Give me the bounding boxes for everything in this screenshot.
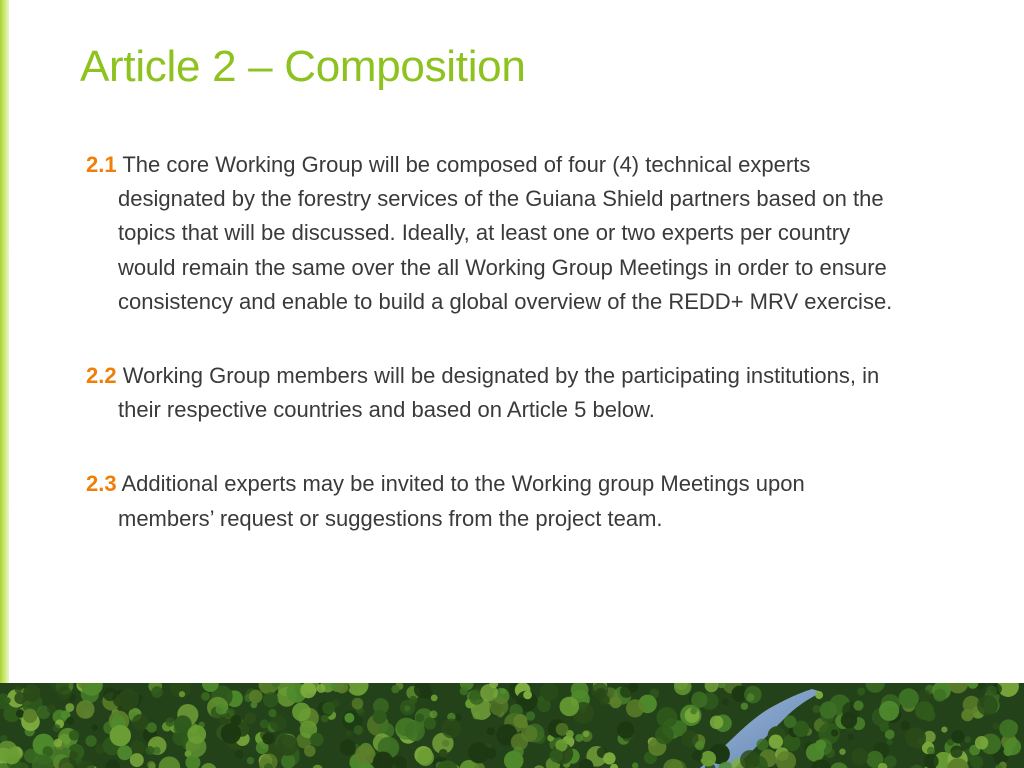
paragraph-2-2: [86, 359, 906, 427]
paragraph-text: Working Group members will be designated by the participating institutions, in their respective countries and based on Article 5 below.: [118, 363, 880, 423]
paragraph-number: 2.3: [86, 471, 117, 497]
paragraph-number: 2.2: [86, 363, 117, 389]
forest-canopy-illustration: [0, 683, 1024, 768]
slide-body: [86, 148, 906, 576]
paragraph-text: The core Working Group will be composed of four (4) technical experts designated by the forestry services of the Guiana Shield partners based on the topics that will be discussed. Ideally, at least one or two experts per country would remain the same over the all Working Group Meetings in order to ensure consistency and enable to build a global overview of the REDD+ MRV exercise.: [118, 152, 893, 314]
forest-canopy-image: [0, 683, 1024, 768]
paragraph-2-3: [86, 467, 906, 535]
paragraph-text: Additional experts may be invited to the Working group Meetings upon members’ request or suggestions from the project team.: [118, 471, 805, 531]
slide-title: Article 2 – Composition: [80, 42, 526, 91]
decorative-stripe: [0, 0, 9, 683]
paragraph-2-1: [86, 148, 906, 319]
paragraph-number: 2.1: [86, 152, 117, 177]
